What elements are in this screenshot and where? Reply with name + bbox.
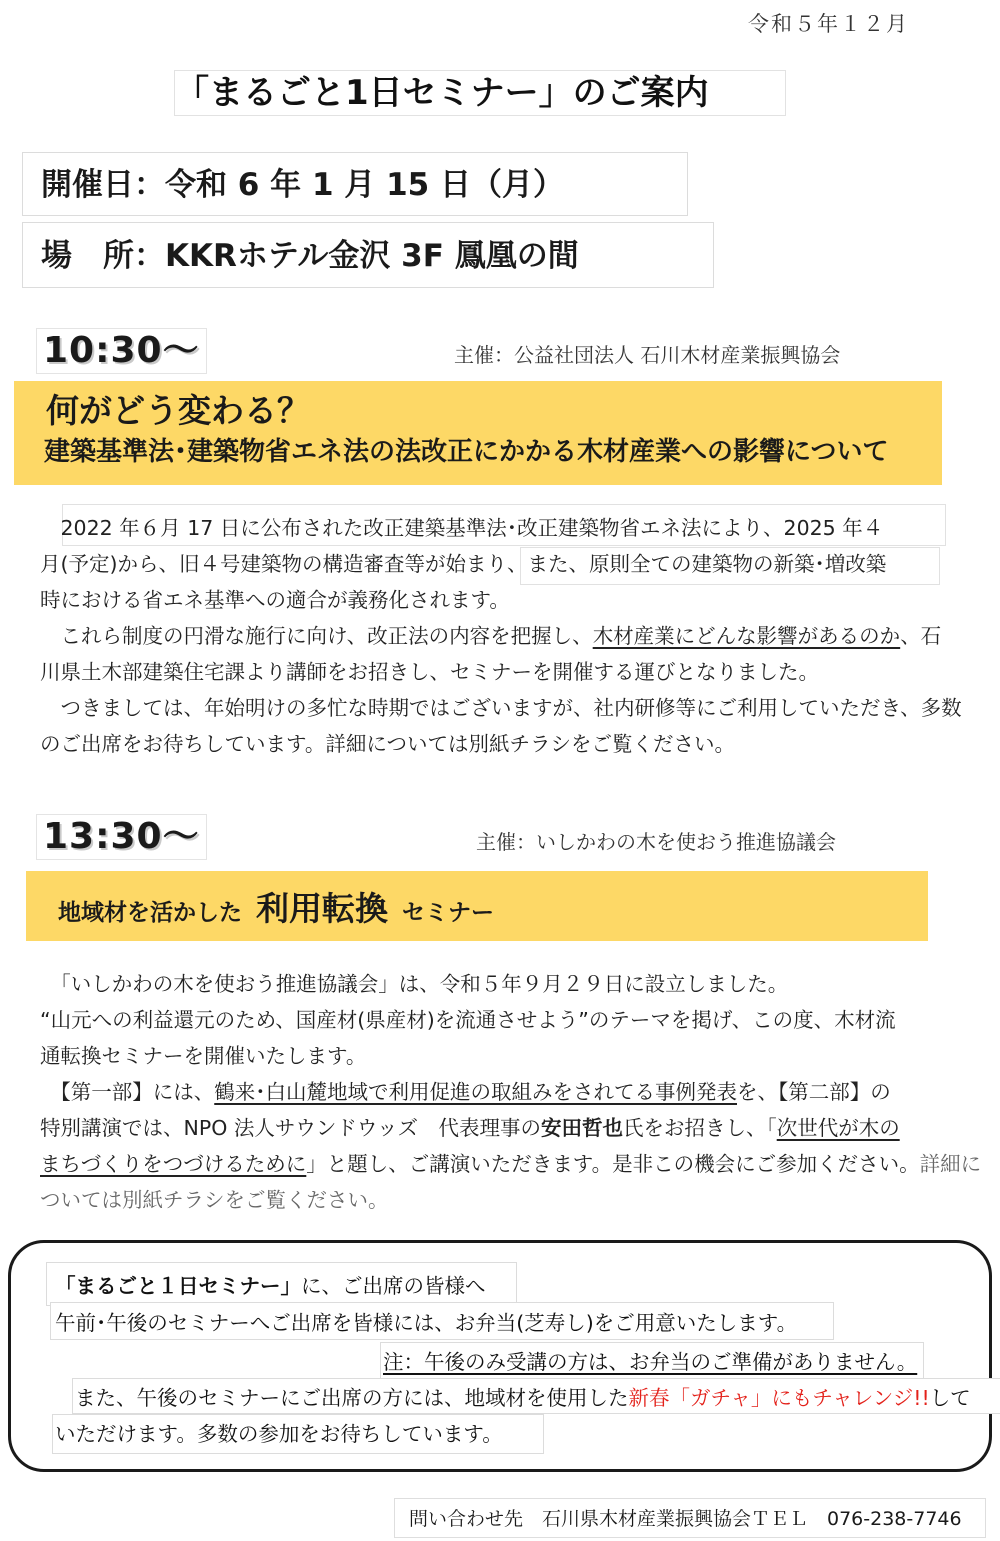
gacha-highlight: 新春「ガチャ」にもチャレンジ!!: [628, 1386, 930, 1410]
notice-lunch-note: 注：午後のみ受講の方は、お弁当のご準備がありません。: [380, 1342, 924, 1379]
session2-description: [40, 966, 982, 1218]
notice-lunch: 午前･午後のセミナーへご出席を皆様には、お弁当(芝寿し)をご用意いたします。: [50, 1302, 834, 1340]
session1-banner: [14, 381, 942, 485]
text-segment: 詳細に: [919, 1152, 982, 1176]
underlined-text: 鶴来･白山麓地域で利用促進の取組みをされてる事例発表: [214, 1080, 737, 1104]
paragraph-line: 通転換セミナーを開催いたします。: [40, 1044, 367, 1068]
title-prefix: 地域材を活かした: [58, 900, 242, 926]
underlined-text: 木材産業にどんな影響があるのか: [592, 624, 901, 648]
session1-title: 何がどう変わる？: [46, 391, 310, 430]
event-date: 開催日：令和 6 年 1 月 15 日（月）: [22, 152, 688, 216]
contact-info: 問い合わせ先 石川県木材産業振興協会ＴＥＬ 076-238-7746: [394, 1498, 986, 1538]
paragraph-line: 川県土木部建築住宅課より講師をお招きし、セミナーを開催する運びとなりました。: [40, 660, 819, 684]
session2-banner: [26, 871, 928, 941]
notice-heading-title: 「まるごと１日セミナー」: [55, 1274, 301, 1298]
paragraph-line: [40, 1146, 982, 1182]
issue-date: 令和５年１２月: [748, 12, 909, 36]
text-segment: 」と題し、ご講演いただきます。是非この機会にご参加ください。: [306, 1152, 920, 1176]
notice-closing: いただけます。多数の参加をお待ちしています。: [52, 1414, 544, 1454]
text-segment: また、午後のセミナーにご出席の方には、地域材を使用した: [75, 1386, 629, 1410]
notice-heading-suffix: に、ご出席の皆様へ: [301, 1274, 486, 1298]
text-segment: 【第一部】には、: [40, 1080, 215, 1104]
paragraph-line: [40, 1074, 970, 1110]
speaker-name: 安田哲也: [540, 1116, 623, 1140]
paragraph-line: 月(予定)から、旧４号建築物の構造審査等が始まり、また、原則全ての建築物の新築･増改築: [40, 552, 887, 576]
text-segment: これら制度の円滑な施行に向け、改正法の内容を把握し、: [40, 624, 593, 648]
session2-time: 13:30～: [36, 814, 207, 860]
paragraph-line: “山元への利益還元のため、国産材(県産材)を流通させよう”のテーマを掲げ、この度、木材流: [40, 1008, 896, 1032]
page-title: 「まるごと1日セミナー」のご案内: [174, 70, 786, 116]
underlined-text: 次世代が木の: [776, 1116, 900, 1140]
paragraph-line: ついては別紙チラシをご覧ください。: [40, 1188, 389, 1212]
text-segment: 特別講演では、NPO 法人サウンドウッズ 代表理事の: [40, 1116, 541, 1140]
text-segment: 、石: [900, 624, 942, 648]
title-main: 利用転換: [256, 889, 388, 928]
paragraph-line: [40, 618, 970, 654]
paragraph-line: のご出席をお待ちしています。詳細については別紙チラシをご覧ください。: [40, 732, 735, 756]
session1-description: [40, 510, 970, 762]
text-segment: を、【第二部】の: [737, 1080, 891, 1104]
paragraph-line: つきましては、年始明けの多忙な時期ではございますが、社内研修等にご利用していただき、多数: [40, 696, 962, 720]
event-venue: 場 所：KKRホテル金沢 3F 鳳凰の間: [22, 222, 714, 288]
session2-title: [58, 883, 494, 930]
underlined-text: まちづくりをつづけるために: [40, 1152, 307, 1176]
paragraph-line: 2022 年６月 17 日に公布された改正建築基準法･改正建築物省エネ法により、2025 年４: [40, 516, 884, 540]
paragraph-line: 時における省エネ基準への適合が義務化されます。: [40, 588, 510, 612]
paragraph-line: 「いしかわの木を使おう推進協議会」は、令和５年９月２９日に設立しました。: [40, 972, 789, 996]
session1-organizer: 主催：公益社団法人 石川木材産業振興協会: [454, 343, 841, 367]
text-segment: 氏をお招きし、「: [622, 1116, 777, 1140]
title-suffix: セミナー: [402, 900, 494, 926]
session1-time: 10:30～: [36, 328, 207, 374]
session2-organizer: 主催：いしかわの木を使おう推進協議会: [476, 830, 836, 854]
paragraph-line: [40, 1110, 970, 1146]
session1-subtitle: 建築基準法･建築物省エネ法の法改正にかかる木材産業への影響について: [44, 437, 889, 467]
notice-heading: [46, 1262, 517, 1306]
notice-gacha: [72, 1378, 1000, 1414]
text-segment: して: [929, 1386, 971, 1410]
